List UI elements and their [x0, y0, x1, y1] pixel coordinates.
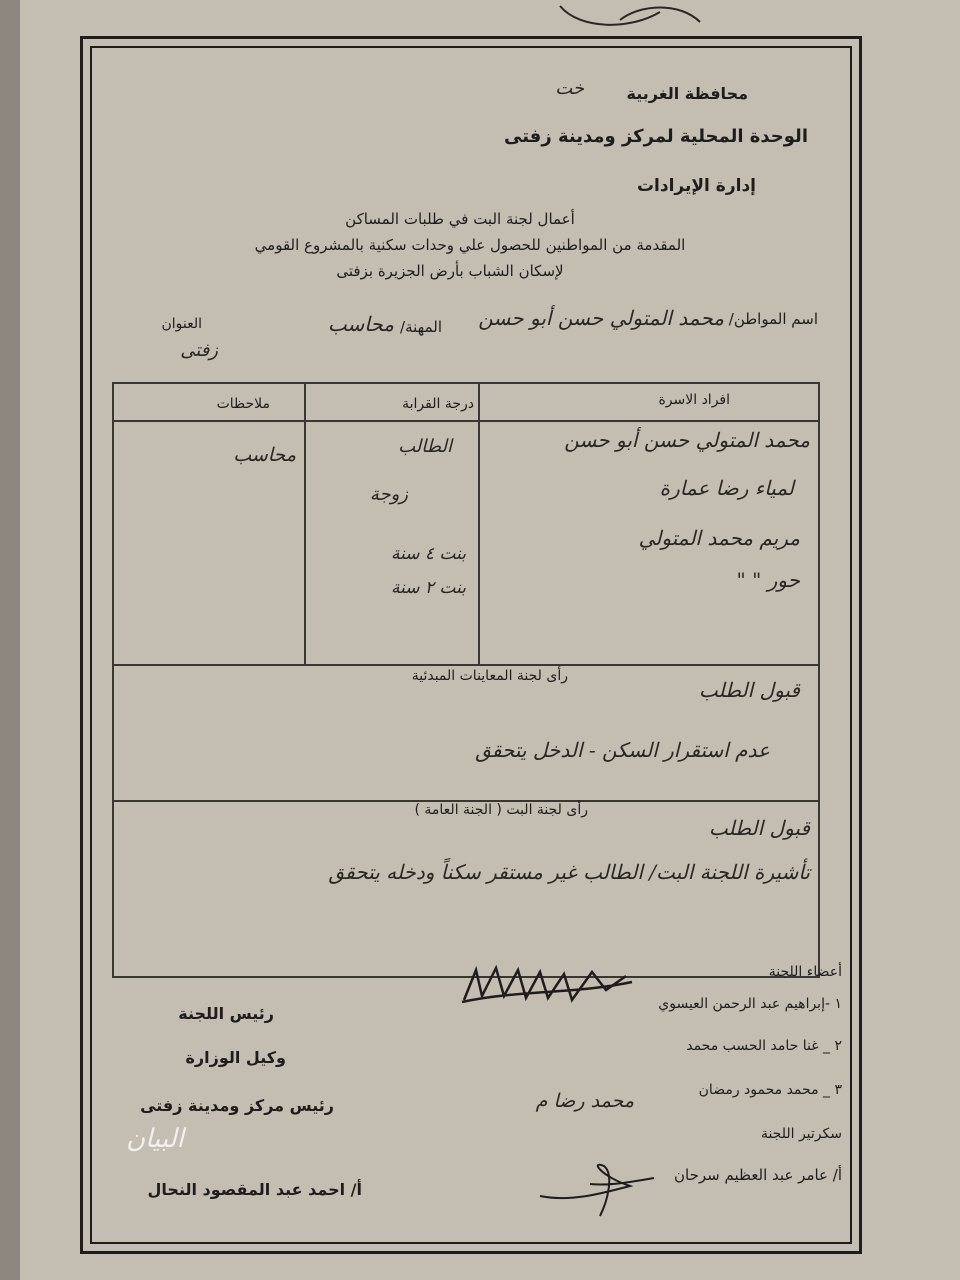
general-opinion-line-2: تأشيرة اللجنة البت/ الطالب غير مستقر سكناً ودخله يتحقق	[328, 860, 810, 884]
member-1-signature	[456, 960, 636, 1020]
watermark-logo: البيان	[126, 1124, 184, 1154]
job-label: المهنة/	[400, 318, 442, 336]
preliminary-opinion-line-2: عدم استقرار السكن - الدخل يتحقق	[475, 738, 770, 762]
address-value: زفتى	[180, 340, 218, 361]
top-edge-scribble	[540, 0, 720, 34]
committee-member-2: ٢ _ غنا حامد الحسب محمد	[686, 1038, 842, 1054]
family-member-4: حور " "	[736, 568, 800, 592]
secretary-label: سكرتير اللجنة	[760, 1126, 842, 1142]
secretary-signature	[530, 1156, 660, 1226]
chair-title-3: رئيس مركز ومدينة زفتى	[140, 1096, 334, 1115]
title-line-2: المقدمة من المواطنين للحصول علي وحدات سكنية بالمشروع القومي	[254, 236, 686, 254]
committee-member-3: ٣ _ محمد محمود رمضان	[698, 1082, 842, 1098]
relation-2: زوجة	[369, 484, 408, 505]
general-opinion-label: رأى لجنة البت ( الجنة العامة )	[414, 802, 588, 818]
table-section-divider-1	[112, 664, 820, 666]
general-opinion-line-1: قبول الطلب	[708, 816, 810, 840]
preliminary-opinion-label: رأى لجنة المعاينات المبدئية	[411, 668, 568, 684]
relation-1: الطالب	[398, 436, 452, 457]
chair-title-2: وكيل الوزارة	[185, 1048, 286, 1067]
preliminary-opinion-line-1: قبول الطلب	[698, 678, 800, 702]
table-column-divider-2	[478, 384, 480, 666]
top-scribble: خت	[555, 78, 584, 99]
member-3-signature: محمد رضا م	[535, 1090, 634, 1112]
governorate-heading: محافظة الغربية	[626, 84, 748, 103]
committee-member-1: ١ -إبراهيم عبد الرحمن العيسوي	[658, 996, 842, 1012]
local-unit-heading: الوحدة المحلية لمركز ومدينة زفتى	[503, 126, 808, 147]
chair-name: أ/ احمد عبد المقصود النحال	[147, 1180, 362, 1199]
title-line-3: لإسكان الشباب بأرض الجزيرة بزفتى	[336, 262, 564, 280]
job-value: محاسب	[327, 312, 394, 336]
applicant-name-label: اسم المواطن/	[728, 310, 818, 328]
notes-header: ملاحظات	[216, 396, 270, 412]
address-label: العنوان	[161, 316, 202, 332]
department-heading: إدارة الإيرادات	[636, 176, 756, 196]
notes-1: محاسب	[233, 444, 296, 466]
title-line-1: أعمال لجنة البت في طلبات المساكن	[345, 210, 575, 228]
applicant-name-value: محمد المتولي حسن أبو حسن	[478, 306, 724, 330]
relation-header: درجة القرابة	[402, 396, 474, 412]
secretary-name: أ/ عامر عبد العظيم سرحان	[674, 1166, 842, 1184]
family-member-2: لمياء رضا عمارة	[659, 476, 794, 500]
relation-4: بنت ٢ سنة	[390, 578, 466, 598]
family-member-1: محمد المتولي حسن أبو حسن	[564, 428, 810, 452]
relation-3: بنت ٤ سنة	[390, 544, 466, 564]
committee-members-label: أعضاء اللجنة	[768, 964, 842, 980]
chair-title-1: رئيس اللجنة	[178, 1004, 274, 1023]
family-member-3: مريم محمد المتولي	[638, 526, 800, 550]
family-members-header: افراد الاسرة	[658, 392, 730, 408]
table-column-divider-1	[304, 384, 306, 666]
table-header-divider	[112, 420, 820, 422]
